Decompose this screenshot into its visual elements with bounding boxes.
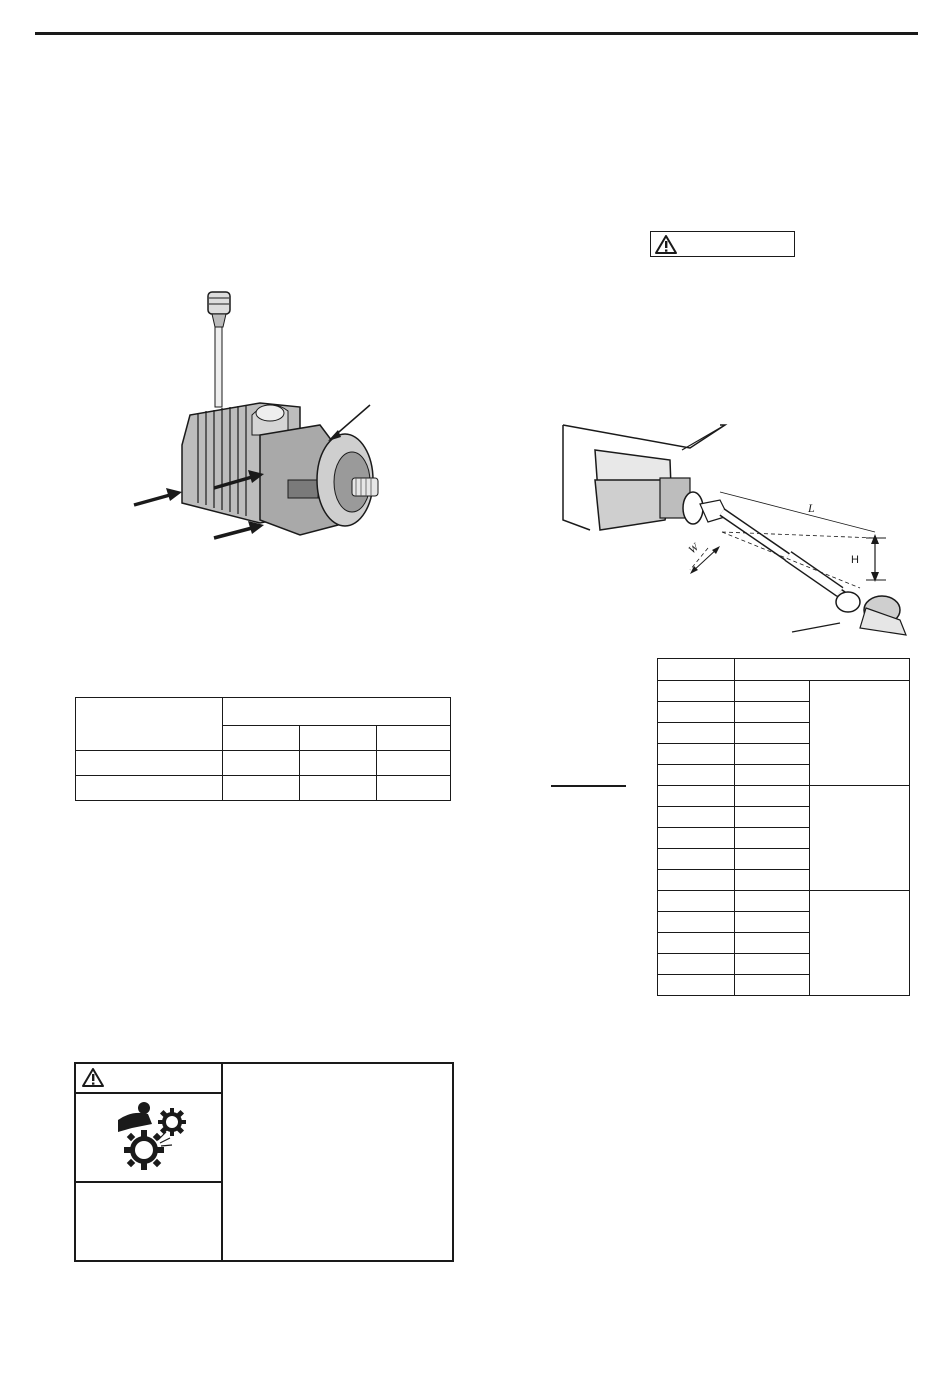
left-spec-table xyxy=(75,697,451,801)
divider xyxy=(76,1092,221,1094)
entanglement-gears-icon xyxy=(114,1096,194,1176)
table-cell xyxy=(735,765,810,786)
table-cell xyxy=(76,776,223,801)
table-cell xyxy=(658,807,735,828)
table-cell xyxy=(658,933,735,954)
table-cell xyxy=(377,726,451,751)
table-cell xyxy=(76,698,223,751)
header-rule xyxy=(35,32,918,35)
table-cell xyxy=(658,870,735,891)
underline-rule xyxy=(551,785,626,787)
table-cell xyxy=(810,786,910,891)
table-cell xyxy=(810,891,910,996)
table-row xyxy=(658,681,910,702)
table-cell xyxy=(735,870,810,891)
table-cell xyxy=(377,751,451,776)
warning-label-box xyxy=(650,231,795,257)
table-cell xyxy=(658,723,735,744)
table-cell xyxy=(658,849,735,870)
table-cell xyxy=(76,751,223,776)
table-cell xyxy=(300,751,377,776)
table-cell xyxy=(658,765,735,786)
table-cell xyxy=(223,726,300,751)
table-cell xyxy=(735,933,810,954)
table-cell xyxy=(735,659,910,681)
width-label: W xyxy=(686,541,702,557)
table-cell xyxy=(735,702,810,723)
table-cell xyxy=(735,744,810,765)
table-cell xyxy=(300,726,377,751)
table-cell xyxy=(735,849,810,870)
table-cell xyxy=(735,891,810,912)
table-cell xyxy=(810,681,910,786)
table-cell xyxy=(658,891,735,912)
warning-triangle-icon xyxy=(82,1067,104,1088)
table-cell xyxy=(735,786,810,807)
table-cell xyxy=(658,828,735,849)
divider xyxy=(221,1064,223,1260)
pump-illustration xyxy=(120,285,390,555)
table-cell xyxy=(658,912,735,933)
table-cell xyxy=(223,751,300,776)
table-cell xyxy=(658,975,735,996)
table-cell xyxy=(735,954,810,975)
table-cell xyxy=(658,954,735,975)
table-cell xyxy=(735,681,810,702)
right-spec-table xyxy=(657,658,910,996)
table-cell xyxy=(658,681,735,702)
warning-triangle-icon xyxy=(655,234,677,254)
table-cell xyxy=(735,828,810,849)
table-cell xyxy=(658,659,735,681)
divider xyxy=(76,1181,221,1183)
table-cell xyxy=(735,807,810,828)
table-cell xyxy=(300,776,377,801)
table-row xyxy=(658,786,910,807)
table-cell xyxy=(735,975,810,996)
table-cell xyxy=(658,744,735,765)
table-cell xyxy=(223,776,300,801)
height-label: H xyxy=(851,554,859,566)
table-cell xyxy=(377,776,451,801)
table-row xyxy=(76,776,451,801)
driveline-illustration xyxy=(560,420,920,645)
table-cell xyxy=(735,912,810,933)
table-cell xyxy=(223,698,451,726)
table-cell xyxy=(735,723,810,744)
safety-label-block xyxy=(74,1062,454,1262)
table-cell xyxy=(658,786,735,807)
table-cell xyxy=(658,702,735,723)
length-label: L xyxy=(808,501,815,515)
table-row xyxy=(658,891,910,912)
table-row xyxy=(76,751,451,776)
